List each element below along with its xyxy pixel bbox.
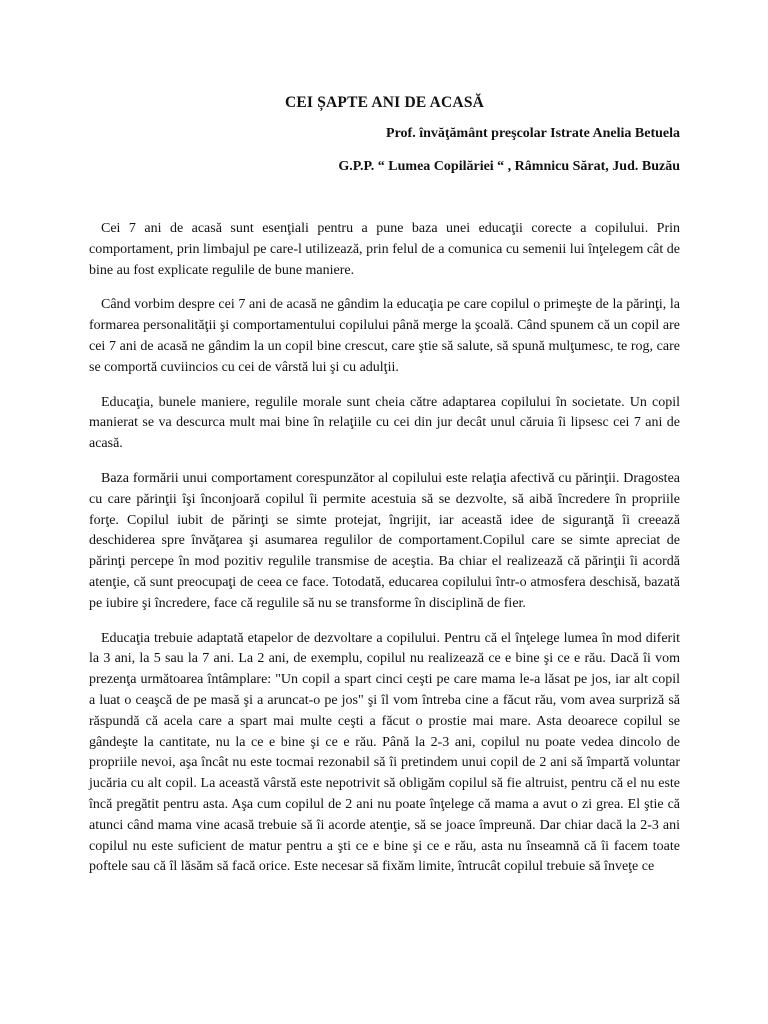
document-title: CEI ȘAPTE ANI DE ACASĂ	[284, 94, 485, 111]
paragraph: Baza formării unui comportament corespunzător al copilului este relaţia afectivă cu părinţii. Dragostea cu care părinţii îşi înconjoară copilul îi permite acestuia să se dezvolte, să aibă încredere în propriile forţe. Copilul iubit de părinţi se simte protejat, îngrijit, iar această idee de siguranţă îi creează deschiderea spre învăţarea şi asumarea regulilor de comportament.Copilul care se simte apreciat de părinţi percepe în mod pozitiv regulile transmise de aceştia. Ba chiar el realizează că părinţii îi acordă atenţie, că sunt preocupaţi de ceea ce face. Totodată, educarea copilului într-o atmosfera deschisă, bazată pe iubire şi încredere, face că regulile să nu se transforme în disciplină de fier.	[89, 470, 680, 611]
author-line: Prof. învăţământ preşcolar Istrate Anelia Betuela	[386, 126, 680, 141]
paragraph: Cei 7 ani de acasă sunt esenţiali pentru a pune baza unei educaţii corecte a copilului. Prin comportament, prin limbajul pe care-l utilizează, prin felul de a comunica cu semenii lui înţelegem cât de bine au fost explicate regulile de bune maniere.	[89, 221, 680, 278]
paragraph: Educaţia, bunele maniere, regulile morale sunt cheia către adaptarea copilului în societate. Un copil manierat se va descurca mult mai bine în relaţiile cu cei din jur decât unul căruia îi lipsesc cei 7 ani de acasă.	[89, 394, 680, 452]
paragraph: Educaţia trebuie adaptată etapelor de dezvoltare a copilului. Pentru că el înţelege lumea în mod diferit la 3 ani, la 5 sau la 7 ani. La 2 ani, de exemplu, copilul nu realizează ce e bine şi ce e rău. Dacă îi vom prezenţa următoarea întâmplare: "Un copil a spart cinci ceşti pe care mama le-a lăsat pe jos, iar alt copil a luat o ceaşcă de pe masă şi a aruncat-o pe jos" şi îl vom întreba cine a făcut rău, vom avea surpriză să răspundă că acela care a spart mai multe ceşti a făcut o prostie mai mare. Asta deoarece copilul se gândeşte la cantitate, nu la ce e bine şi ce e rău. Până la 2-3 ani, copilul nu poate vedea dincolo de propriile nevoi, aşa încât nu este tocmai rezonabil să îi pretindem unui copil de 2 ani să împartă voluntar jucăria cu alt copil. La această vârstă este nepotrivit să obligăm copilul să fie altruist, pentru că el nu este încă pregătit pentru asta. Aşa cum copilul de 2 ani nu poate înţelege că mama a avut o zi grea. El ştie că atunci când mama vine acasă trebuie să îi acorde atenţie, să se joace împreună. Dar chiar dacă la 2-3 ani copilul nu este suficient de matur pentru a şti ce e bine şi ce e rău, asta nu înseamnă că îi facem toate poftele sau că îl lăsăm să facă orice. Este necesar să fixăm limite, întrucât copilul trebuie să înveţe ce	[89, 630, 680, 875]
institution-line: G.P.P. “ Lumea Copilăriei “ , Râmnicu Sărat, Jud. Buzău	[338, 159, 680, 174]
paragraph: Când vorbim despre cei 7 ani de acasă ne gândim la educaţia pe care copilul o primeşte de la părinţi, la formarea personalităţii şi comportamentului copilului până merge la şcoală. Când spunem că un copil are cei 7 ani de acasă ne gândim la un copil bine crescut, care ştie să salute, să spună mulţumesc, te rog, care se comportă cuviincios cu cei de vârstă lui şi cu adulţii.	[89, 297, 680, 375]
